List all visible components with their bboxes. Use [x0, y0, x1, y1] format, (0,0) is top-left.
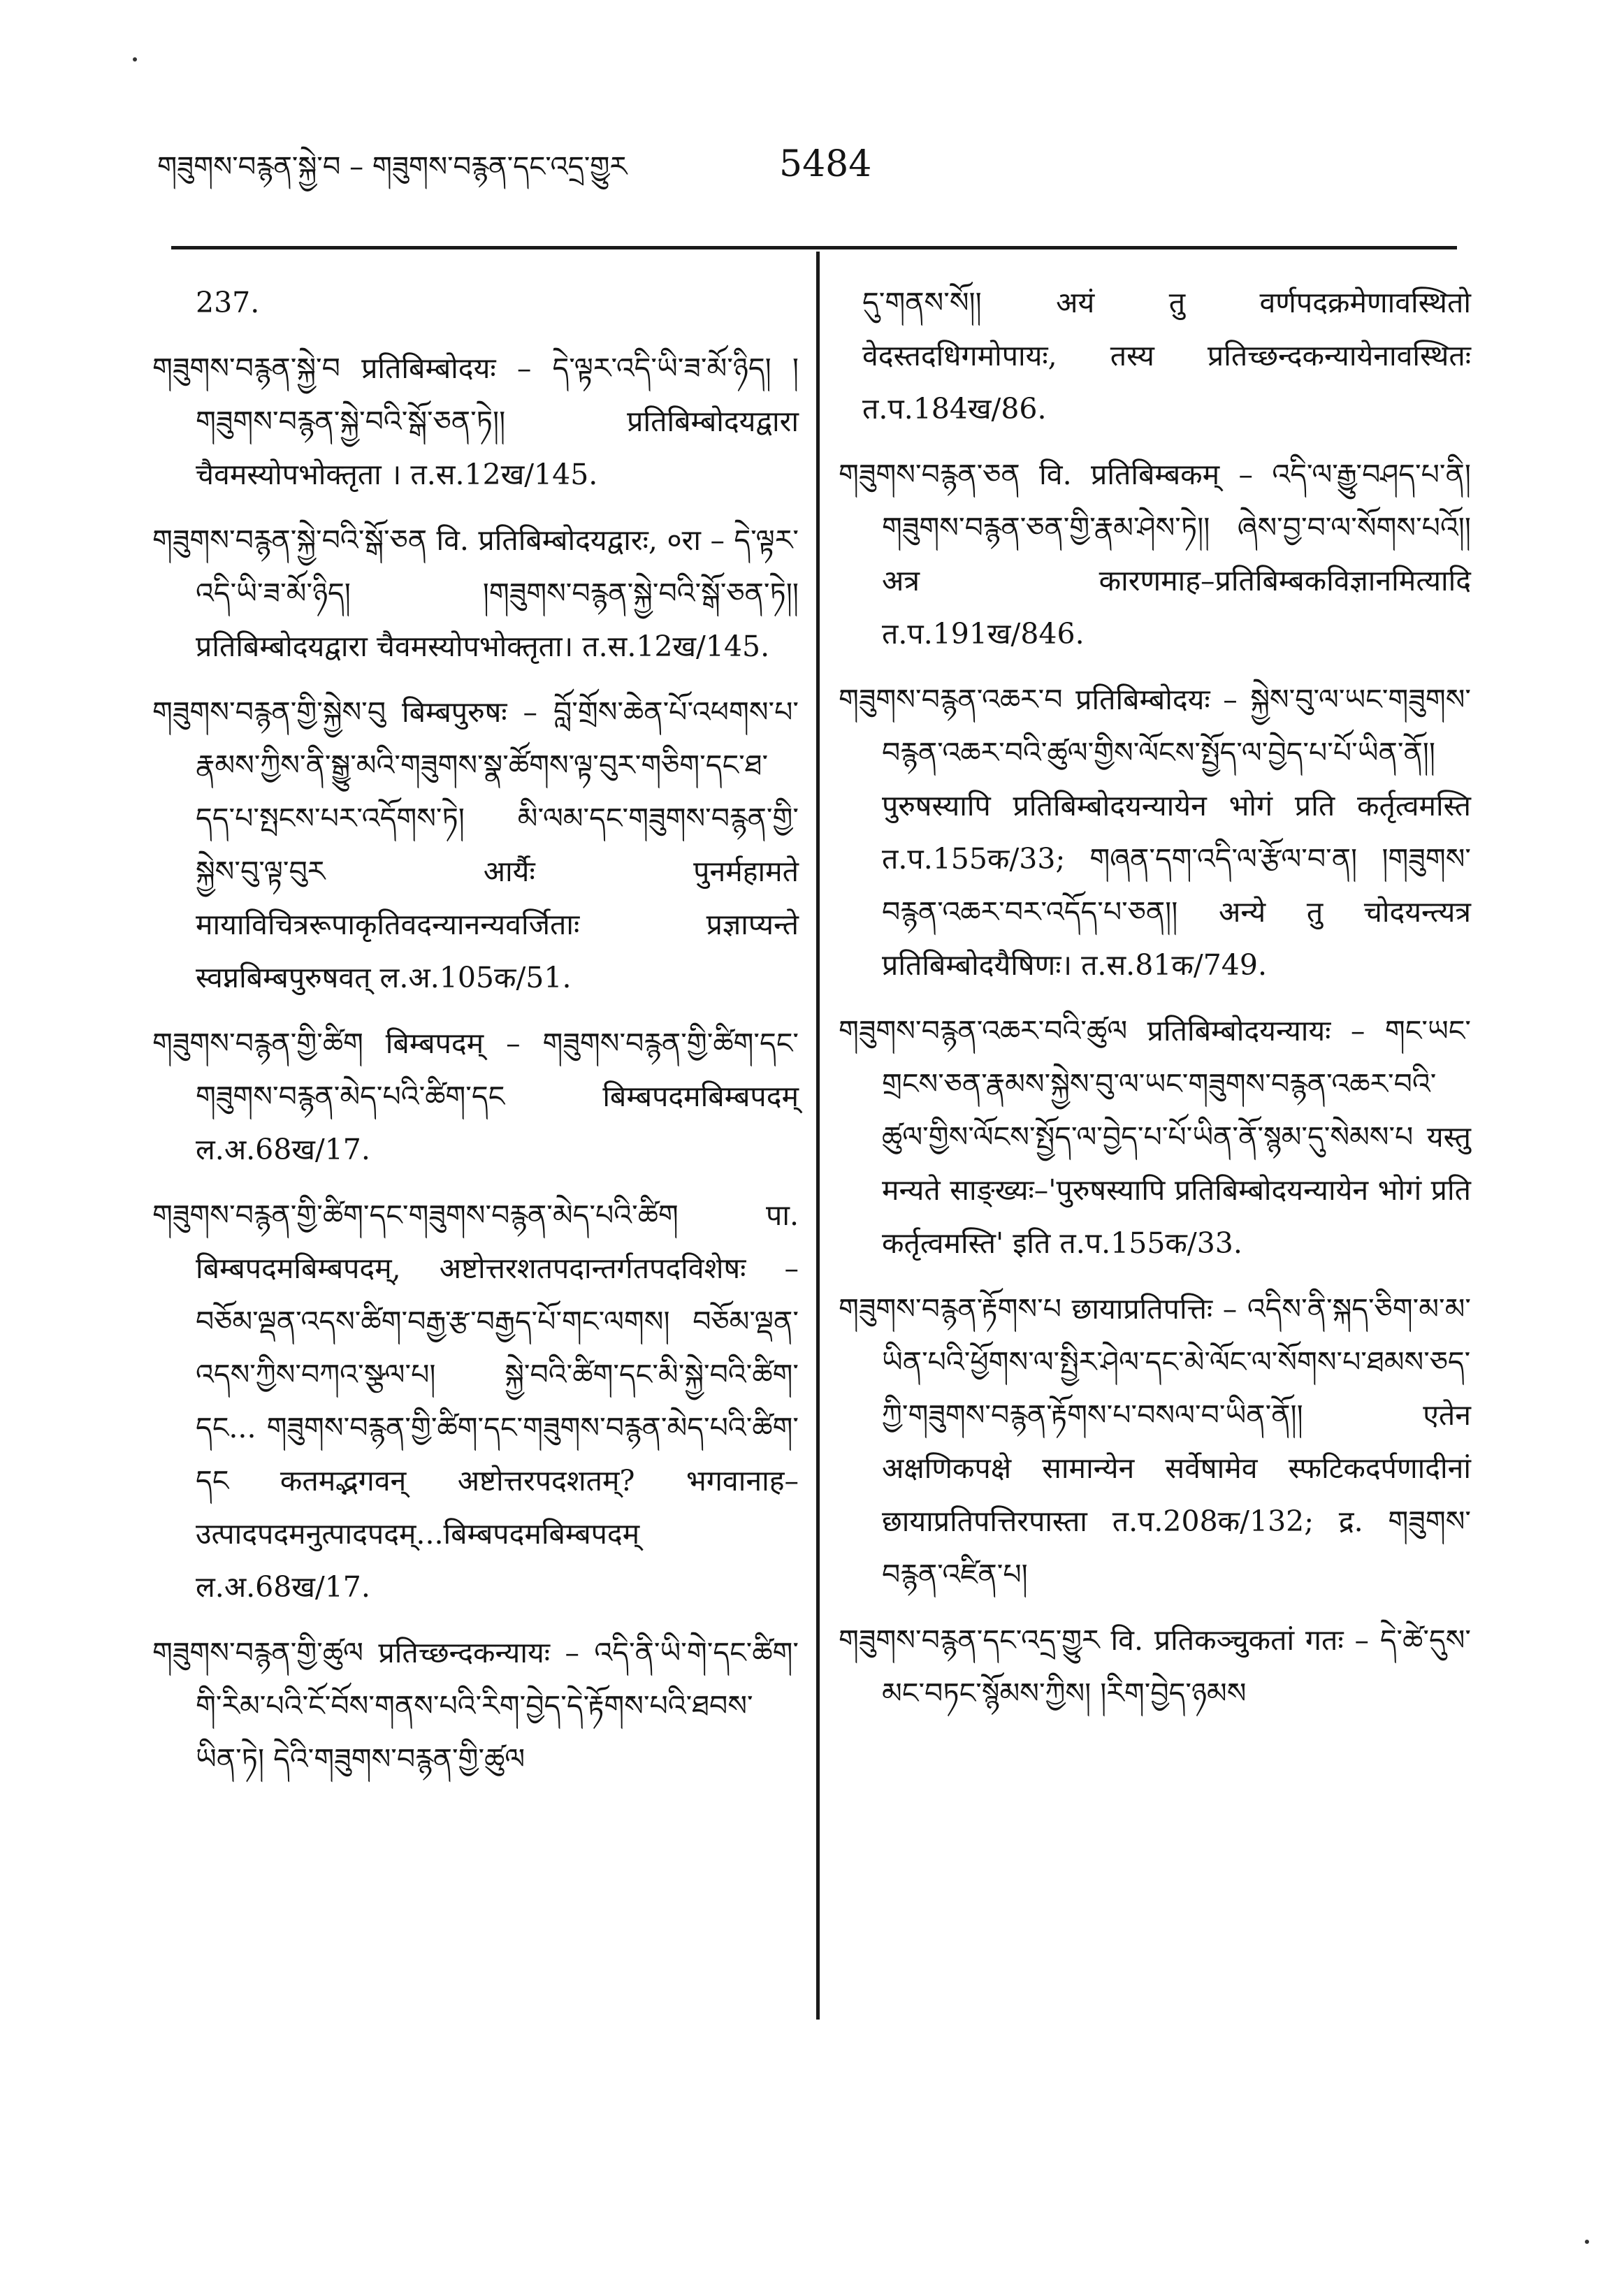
dictionary-entry: གཟུགས་བརྙན་འཆར་བ प्रतिबिम्बोदयः – སྐྱེས་བུ་ལ་ཡང་གཟུགས་བརྙན་འཆར་བའི་ཚུལ་གྱིས་ལོངས་སྤྱོད་ལ་བྱེད་པ་པོ་ཡིན་ནོ།། पुरुषस्यापि प्रतिबिम्बोदयन्यायेन भोगं प्रति कर्तृत्वमस्ति त.प.155क/33; གཞན་དག་འདི་ལ་རྩོལ་བ་ན། །གཟུགས་བརྙན་འཆར་བར་འདོད་པ་ཅན།། अन्ये तु चोदयन्त्यत्र प्रतिबिम्बोदयैषिणः। त.स.81क/749. — [839, 683, 1471, 982]
header-title: གཟུགས་བརྙན་སྐྱེ་བ – གཟུགས་བརྙན་དང་འདྲ་གྱུར — [157, 151, 628, 183]
column-divider — [816, 252, 820, 2020]
scan-speck — [1585, 2240, 1589, 2244]
header-rule — [171, 246, 1457, 249]
dictionary-entry: གཟུགས་བརྙན་སྐྱེ་བའི་སྒོ་ཅན वि. प्रतिबिम्बोदयद्वारः, ०रा – དེ་ལྟར་འདི་ཡི་ཟ་མོ་ཉིད། །གཟུགས་བརྙན་སྐྱེ་བའི་སྒོ་ཅན་ཏེ།། प्रतिबिम्बोदयद्वारा चैवमस्योपभोक्तृता। त.स.12ख/145. — [152, 523, 799, 663]
page-number: 5484 — [779, 143, 872, 185]
left-column — [152, 276, 799, 1798]
dictionary-entry: གཟུགས་བརྙན་གྱི་ཚུལ प्रतिच्छन्दकन्यायः – འདི་ནི་ཡི་གེ་དང་ཚིག་གི་རིམ་པའི་ངོ་བོས་གནས་པའི་རིག་བྱེད་དེ་རྟོགས་པའི་ཐབས་ཡིན་ཏེ། དེའི་གཟུགས་བརྙན་གྱི་ཚུལ — [152, 1636, 799, 1776]
scan-speck — [133, 57, 137, 61]
entry-continuation: དུ་གནས་སོ།། अयं तु वर्णपदक्रमेणावस्थितो वेदस्तदधिगमोपायः, तस्य प्रतिच्छन्दकन्यायेनावस्थितः त.प.184ख/86. — [862, 286, 1471, 426]
dictionary-entry: གཟུགས་བརྙན་འཆར་བའི་ཚུལ प्रतिबिम्बोदयन्यायः – གང་ཡང་གྲངས་ཅན་རྣམས་སྐྱེས་བུ་ལ་ཡང་གཟུགས་བརྙན་འཆར་བའི་ཚུལ་གྱིས་ལོངས་སྤྱོད་ལ་བྱེད་པ་པོ་ཡིན་ནོ་སྙམ་དུ་སེམས་པ यस्तु मन्यते साङ्ख्यः–'पुरुषस्यापि प्रतिबिम्बोदयन्यायेन भोगं प्रति कर्तृत्वमस्ति' इति त.प.155क/33. — [839, 1014, 1471, 1260]
dictionary-entry: གཟུགས་བརྙན་ཅན वि. प्रतिबिम्बकम् – འདི་ལ་རྒྱུ་བཤད་པ་ནི། གཟུགས་བརྙན་ཅན་གྱི་རྣམ་ཤེས་ཏེ།། ཞེས་བྱ་བ་ལ་སོགས་པའོ།། अत्र कारणमाह–प्रतिबिम्बकविज्ञानमित्यादि त.प.191ख/846. — [839, 458, 1471, 651]
right-column — [839, 276, 1471, 1732]
dictionary-entry: གཟུགས་བརྙན་གྱི་ཚིག་དང་གཟུགས་བརྙན་མེད་པའི་ཚིག पा. बिम्बपदमबिम्बपदम्, अष्टोत्तरशतपदान्तर्गतपदविशेषः – བཅོམ་ལྡན་འདས་ཚིག་བརྒྱ་རྩ་བརྒྱད་པོ་གང་ལགས། བཅོམ་ལྡན་འདས་ཀྱིས་བཀའ་སྩལ་པ། སྐྱེ་བའི་ཚིག་དང་མི་སྐྱེ་བའི་ཚིག་དང... གཟུགས་བརྙན་གྱི་ཚིག་དང་གཟུགས་བརྙན་མེད་པའི་ཚིག་དང कतमद्भगवन् अष्टोत्तरपदशतम्? भगवानाह–उत्पादपदमनुत्पादपदम्...बिम्बपदमबिम्बपदम् ल.अ.68ख/17. — [152, 1198, 799, 1604]
running-header — [157, 133, 1485, 196]
entry-number: 237. — [196, 286, 260, 319]
dictionary-entry: གཟུགས་བརྙན་དང་འདྲ་གྱུར वि. प्रतिकञ्चुकतां गतः – དེ་ཚེ་དུས་མང་བཏང་སྙོམས་ཀྱིས། །རིག་བྱེད་ཉམས — [839, 1623, 1471, 1710]
dictionary-entry: གཟུགས་བརྙན་རྟོགས་པ छायाप्रतिपत्तिः – འདིས་ནི་སྐད་ཅིག་མ་མ་ཡིན་པའི་ཕྱོགས་ལ་སྤྱིར་ཤེལ་དང་མེ་ལོང་ལ་སོགས་པ་ཐམས་ཅད་ཀྱི་གཟུགས་བརྙན་རྟོགས་པ་བསལ་བ་ཡིན་ནོ།། एतेन अक्षणिकपक्षे सामान्येन सर्वेषामेव स्फटिकदर्पणादीनां छायाप्रतिपत्तिरपास्ता त.प.208क/132; द्र. གཟུགས་བརྙན་འཛིན་པ། — [839, 1292, 1471, 1591]
dictionary-entry: གཟུགས་བརྙན་སྐྱེ་བ प्रतिबिम्बोदयः – དེ་ལྟར་འདི་ཡི་ཟ་མོ་ཉིད། །གཟུགས་བརྙན་སྐྱེ་བའི་སྒོ་ཅན་ཏེ།། प्रतिबिम्बोदयद्वारा चैवमस्योपभोक्तृता । त.स.12ख/145. — [152, 351, 799, 491]
dictionary-entry: གཟུགས་བརྙན་གྱི་ཚིག बिम्बपदम् – གཟུགས་བརྙན་གྱི་ཚིག་དང་གཟུགས་བརྙན་མེད་པའི་ཚིག་དང बिम्बपदमबिम्बपदम् ल.अ.68ख/17. — [152, 1027, 799, 1166]
dictionary-entry: གཟུགས་བརྙན་གྱི་སྐྱེས་བུ बिम्बपुरुषः – བློ་གྲོས་ཆེན་པོ་འཕགས་པ་རྣམས་ཀྱིས་ནི་སྒྱུ་མའི་གཟུགས་སྣ་ཚོགས་ལྟ་བུར་གཅིག་དང་ཐ་དད་པ་སྤངས་པར་འདོགས་ཏེ། མི་ལམ་དང་གཟུགས་བརྙན་གྱི་སྐྱེས་བུ་ལྟ་བུར आर्यैः पुनर्महामते मायाविचित्ररूपाकृतिवदन्यानन्यवर्जिताः प्रज्ञाप्यन्ते स्वप्नबिम्बपुरुषवत् ल.अ.105क/51. — [152, 695, 799, 994]
